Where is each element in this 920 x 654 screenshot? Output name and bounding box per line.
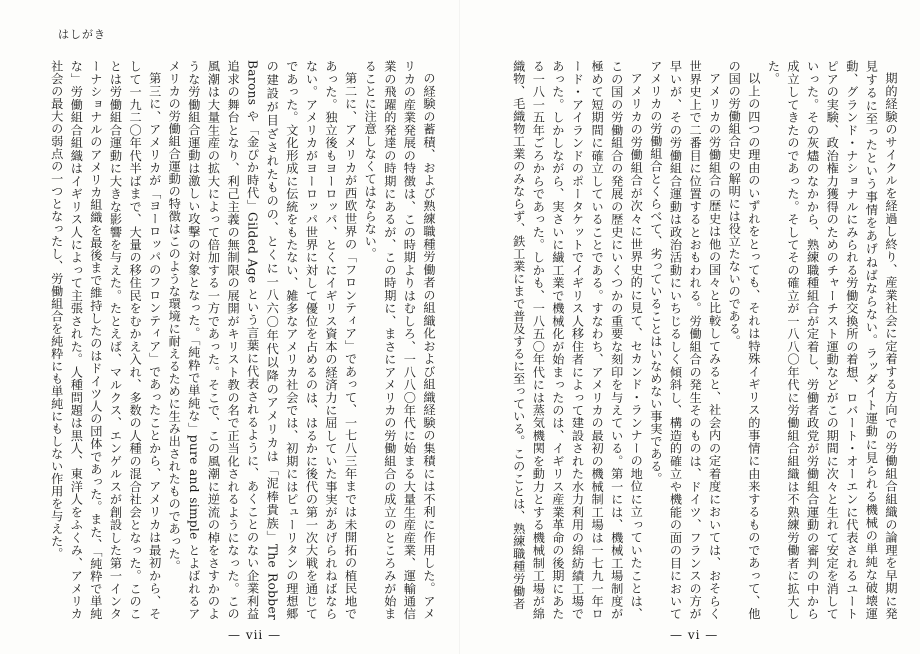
left-page-text [26,60,438,620]
right-paragraph-2: 以上の四つの理由のいずれをとっても、それは特殊イギリス的事情に由来するものであって、他の国の労働組合史の解明には役立たないのである。 [727,60,761,620]
right-paragraph-3: アメリカの労働組合の歴史は他の国々と比較してみると、社会内の定着度においては、おそらく世界史上で二番目に位置するとおもわれる。労働組合の発生そのものは、ドイツ、フランスの方が早いが、その労働組合運動は政治活動にいちじるしく傾斜し、構造的確立や機能の面の目においてアメリカの労働組合とくらべて、劣っていることはいなめない事実である。 [648,60,722,620]
right-page-text [468,60,900,620]
left-paragraph-2: 第二に、アメリカが西欧世界の「フロンティア」であって、一七八三年までは未開拓の植民地であった。独立後もヨーロッパ、とくにイギリス資本の経済力に屈していた事実があげられねばならない。アメリカがヨーロッパ世界に対して優位を占めるのは、はるかに後代の第一次大戦を通じてであった。文化形成に伝統をもたない、雑多なアメリカ社会では、初期にはピューリタンの理想郷の建設が目ざされたものの、とくに一八六〇年代以降のアメリカは「泥棒貴族」The Robber Barons や「金ぴか時代」Gilded Age という言葉に代表されるように、あくことのない企業利益追求の舞台となり、利己主義の無制限の展開がキリスト教の名で正当化されるようになった。この風潮は大量生産の拡大によって倍加する一方であった。そこで、この風潮に逆流の棹をさすかのような労働組合運動は激しい攻撃の対象となった。「純粋で単純な」pure and simple とよばれるアメリカの労働組合運動の特徴はこのような環境に耐えるために生み出されたものであった。 [167,60,358,620]
running-head: はしがき [58,28,106,41]
page-number-vii: — vii — [228,628,282,642]
page-number-vi: — vi — [670,628,719,642]
right-paragraph-1: 期的経験のサイクルを経過し終り、産業社会に定着する方向での労働組合組織の論理を早期に発見するに至ったという事情をあげねばならない。ラッダイト運動に見られる機械の単純な破壊運動、グランド・ナショナルにみられる労働交換所の着想、ロバート・オーエンに代表されるユートピアの実験、政治権力獲得のためのチャーチスト運動などがこの期間に次々と生れて安定を消していった。その灰燼のなかから、熟練職種組合が定着し、労働者政党が労働組合運動の審判の中から成立してきたのであった。そしてその確立が一八八〇年代に労働組合組織は不熟練労働者に拡大した。 [766,60,898,620]
left-paragraph-3: 第三に、アメリカが「ヨーロッパのフロンティア」であったことから、アメリカは最初から、そして一九二〇年代半ばまで、大量の移住民をむかえ入れ、多数の人種の混合社会となった。このことは労働組合運動に大きな影響を与えた。たとえば、マルクス、エンゲルスが創設した第一インターナショナルのアメリカ組織を最後まで維持したのはドイツ人の団体であった。また、「純粋で単純な」労働組合組織はイギリス人によって主張された。人種問題は黒人、東洋人をふくみ、アメリカ社会の最大の弱点の一つとなったし、労働組合を純粋にも単純にもしない作用を与えた。 [49,60,162,620]
right-paragraph-4: アメリカの労働組合が次々に世界史的に見て、セカンド・ランナーの地位に立っていたことは、この国の労働組合の発展の歴史にいくつかの重要な刻印を与えている。第一には、機械工場制度が極めて短期間に確立していることである。すなわち、アメリカの最初の機械制工場は一七九一年ロード・アイランドのポータケットでイギリス人移住者によって建設された水力利用の綿紡績工場であった。しかしながら、実さいに繊工業で機械化が始まったのは、イギリス産業革命の後期にあたる一八一五年ごろからであった。しかも、一八五〇年代には蒸気機関を動力とする機械制工場が綿織物、毛織物工業のみならず、鉄工業にまで普及するに至っている。このことは、熟練職種労働者 [511,60,644,620]
left-paragraph-1: の経験の蓄積、および熟練職種労働者の組織化および組織経験の集積には不利に作用した。アメリカの産業発展の特徴は、この時期よりはむしろ、一八八〇年代に始まる大量生産産業、運輸通信業の飛躍的発達の時期にあるが、この時期に、まさにアメリカの労働組合の成立のところみが始まることに注意しなくてはならない。 [363,60,436,620]
right-page [460,0,920,654]
